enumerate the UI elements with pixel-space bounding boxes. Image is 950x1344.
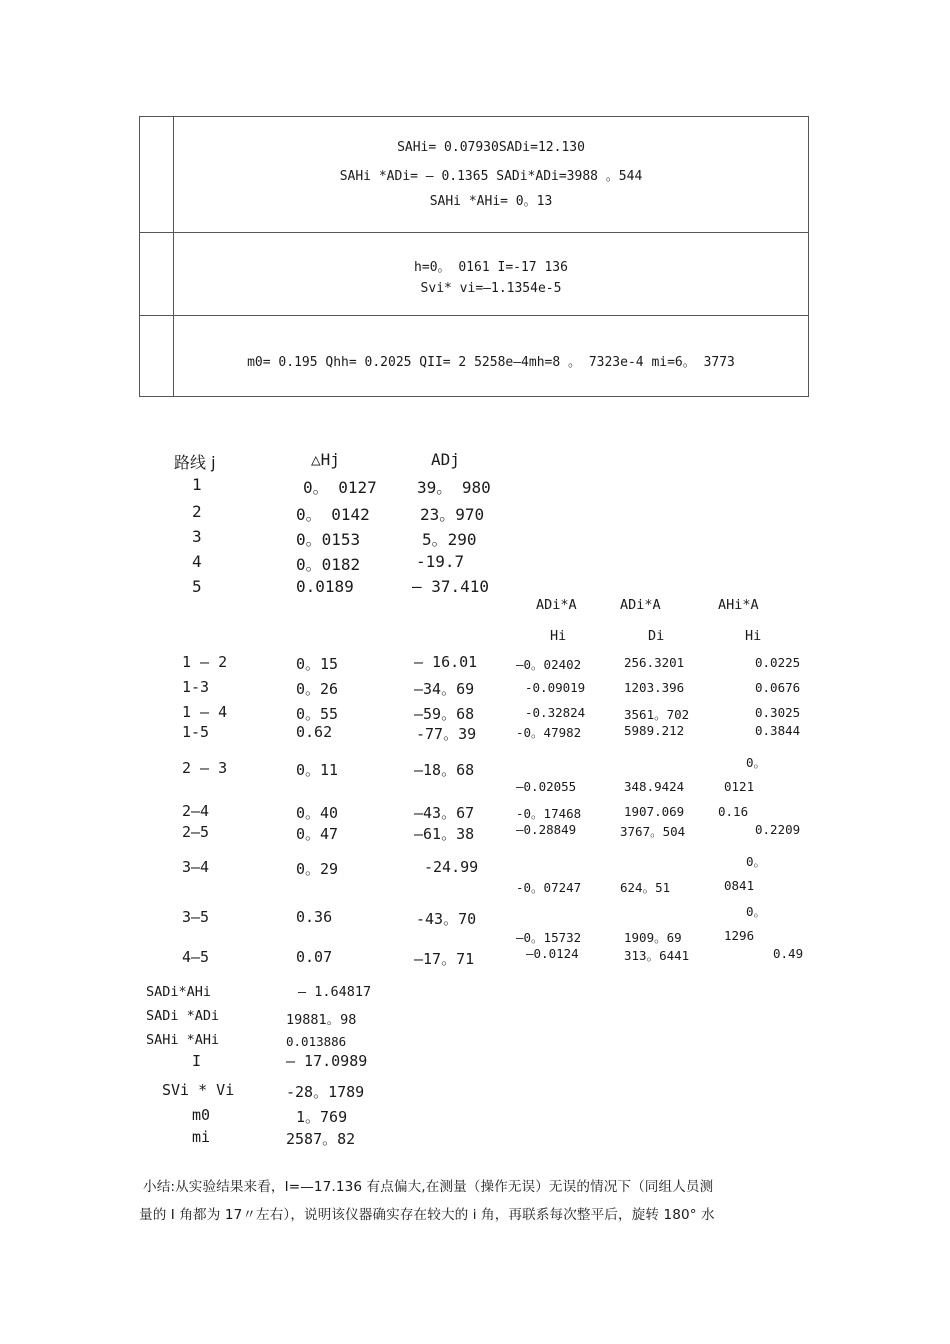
loop-cell: 2—4	[182, 802, 210, 820]
route-cell: 3	[192, 527, 202, 546]
summary-line: SAHi *ADi= — 0.1365 SADi*ADi=3988 。544	[339, 169, 643, 184]
loop-header: ADi*A	[620, 597, 661, 613]
route-cell: 0.0189	[296, 577, 354, 596]
total-label: SAHi *AHi	[146, 1032, 220, 1048]
loop-cell: 3561。702	[624, 707, 690, 722]
conclusion-line: 量的 I 角都为 17〃左右），说明该仪器确实存在较大的 i 角，再联系每次整平后，旋转 180° 水	[139, 1207, 715, 1223]
loop-cell: 0.07	[296, 948, 333, 966]
total-value: 2587。82	[286, 1130, 356, 1148]
loop-cell: 1-3	[182, 678, 210, 696]
route-cell: 5	[192, 577, 202, 596]
route-cell: 23。970	[420, 505, 485, 524]
total-value: 19881。98	[286, 1012, 357, 1028]
loop-cell: 1909。69	[624, 930, 682, 945]
loop-subheader: Hi	[550, 628, 567, 644]
loop-cell: 0。	[746, 854, 767, 869]
loop-cell: 3767。504	[620, 824, 686, 839]
summary-line: h=0。 0161 I=-17 136	[414, 260, 568, 275]
summary-line: SAHi *AHi= 0。13	[429, 194, 553, 209]
loop-subheader: Hi	[745, 628, 762, 644]
total-value: 1。769	[296, 1108, 348, 1126]
loop-cell: —0.28849	[516, 822, 577, 837]
loop-cell: —34。69	[414, 680, 475, 698]
loop-cell: —0。15732	[516, 930, 582, 945]
loop-subheader: Di	[648, 628, 665, 644]
route-cell: 1	[192, 475, 202, 494]
loop-cell: -0。07247	[516, 880, 582, 895]
route-header: △Hj	[311, 450, 340, 469]
loop-cell: 0.2209	[755, 822, 801, 837]
loop-cell: —18。68	[414, 761, 475, 779]
loop-cell: 0。55	[296, 705, 339, 723]
route-cell: 0。 0127	[303, 478, 377, 497]
loop-header: AHi*A	[718, 597, 759, 613]
total-label: I	[192, 1052, 202, 1070]
loop-cell: 2—5	[182, 823, 210, 841]
loop-header: ADi*A	[536, 597, 577, 613]
loop-cell: -0.09019	[525, 680, 586, 695]
loop-cell: — 16.01	[414, 653, 478, 671]
loop-cell: 0.0676	[755, 680, 801, 695]
loop-cell: 0。40	[296, 804, 339, 822]
loop-cell: 1-5	[182, 723, 210, 741]
loop-cell: 3—5	[182, 908, 210, 926]
loop-cell: 0。15	[296, 655, 339, 673]
route-cell: 4	[192, 552, 202, 571]
total-value: — 1.64817	[298, 984, 372, 1000]
route-cell: 0。0182	[296, 555, 361, 574]
loop-cell: 2 — 3	[182, 759, 228, 777]
loop-cell: 5989.212	[624, 723, 685, 738]
loop-cell: 0.3025	[755, 705, 801, 720]
loop-cell: —0。02402	[516, 657, 582, 672]
route-cell: 2	[192, 502, 202, 521]
loop-cell: 0.49	[773, 946, 804, 961]
total-value: -28。1789	[286, 1083, 365, 1101]
route-cell: -19.7	[416, 552, 465, 571]
loop-cell: —17。71	[414, 950, 475, 968]
loop-cell: 348.9424	[624, 779, 685, 794]
summary-line: SAHi= 0.07930SADi=12.130	[397, 140, 585, 155]
loop-cell: 1296	[724, 928, 755, 943]
route-header: ADj	[431, 450, 460, 469]
loop-cell: 0841	[724, 878, 755, 893]
route-header: 路线 j	[174, 453, 216, 472]
route-cell: 0。0153	[296, 530, 361, 549]
summary-line: Svi* vi=—1.1354e-5	[420, 281, 562, 296]
total-label: SADi *ADi	[146, 1008, 220, 1024]
loop-cell: 0。47	[296, 825, 339, 843]
total-value: 0.013886	[286, 1034, 347, 1049]
loop-cell: 3—4	[182, 858, 210, 876]
loop-cell: 0.36	[296, 908, 333, 926]
loop-cell: —61。38	[414, 825, 475, 843]
loop-cell: 1907.069	[624, 804, 685, 819]
table-row-divider	[140, 232, 808, 233]
route-cell: 39。 980	[417, 478, 491, 497]
loop-cell: —43。67	[414, 804, 475, 822]
loop-cell: -0。47982	[516, 725, 582, 740]
loop-cell: 4—5	[182, 948, 210, 966]
total-label: m0	[192, 1106, 211, 1124]
loop-cell: 624。51	[620, 880, 671, 895]
route-cell: 5。290	[422, 530, 477, 549]
total-label: SADi*AHi	[146, 984, 212, 1000]
route-cell: 0。 0142	[296, 505, 370, 524]
loop-cell: —0.0124	[526, 946, 579, 961]
conclusion-line: 小结:从实验结果来看，I=—17.136 有点偏大,在测量（操作无误）无误的情况下（同组人员测	[143, 1179, 714, 1195]
loop-cell: 1203.396	[624, 680, 685, 695]
loop-cell: -77。39	[416, 725, 477, 743]
loop-cell: -0.32824	[525, 705, 586, 720]
loop-cell: 0。11	[296, 761, 339, 779]
loop-cell: 0.16	[718, 804, 749, 819]
summary-table	[139, 116, 809, 397]
total-label: mi	[192, 1128, 211, 1146]
loop-cell: 256.3201	[624, 655, 685, 670]
loop-cell: 0。29	[296, 860, 339, 878]
loop-cell: -43。70	[416, 910, 477, 928]
loop-cell: 0.0225	[755, 655, 801, 670]
loop-cell: 0。26	[296, 680, 339, 698]
loop-cell: 0。	[746, 904, 767, 919]
total-label: SVi * Vi	[162, 1081, 235, 1099]
loop-cell: 0.3844	[755, 723, 801, 738]
loop-cell: 0.62	[296, 723, 333, 741]
loop-cell: 1 — 2	[182, 653, 228, 671]
loop-cell: -0。17468	[516, 806, 582, 821]
loop-cell: -24.99	[424, 858, 479, 876]
total-value: — 17.0989	[286, 1052, 368, 1070]
loop-cell: 1 — 4	[182, 703, 228, 721]
table-row-divider	[140, 315, 808, 316]
loop-cell: —59。68	[414, 705, 475, 723]
loop-cell: 313。6441	[624, 948, 690, 963]
loop-cell: 0。	[746, 755, 767, 770]
loop-cell: —0.02055	[516, 779, 577, 794]
summary-line: m0= 0.195 Qhh= 0.2025 QII= 2 5258e—4mh=8 。 7323e-4 mi=6。 3773	[247, 355, 735, 370]
route-cell: — 37.410	[412, 577, 490, 596]
loop-cell: 0121	[724, 779, 755, 794]
